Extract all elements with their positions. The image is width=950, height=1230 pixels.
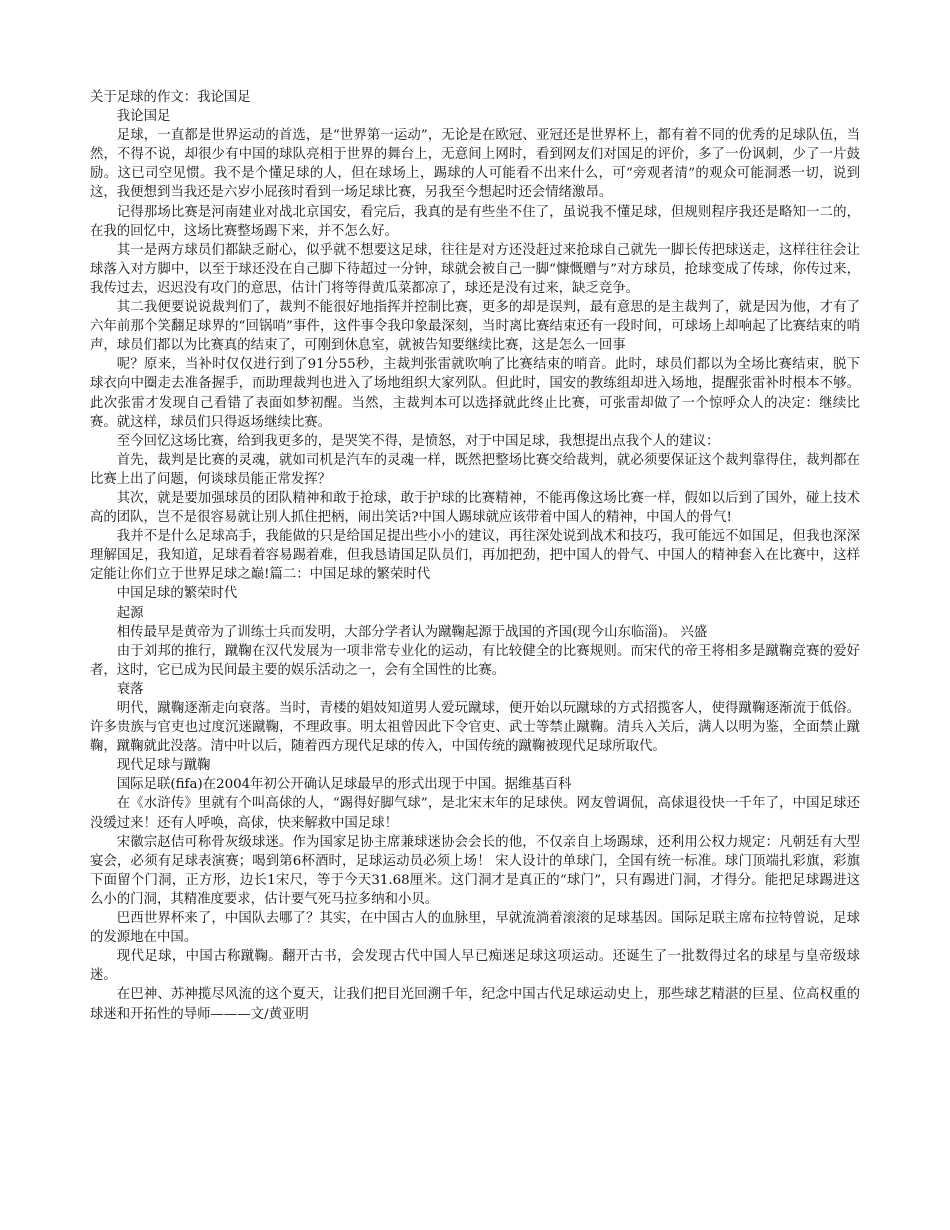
section-heading: 我论国足 xyxy=(116,109,171,125)
paragraph: 其二我便要说说裁判们了，裁判不能很好地指挥并控制比赛，更多的却是误判，最有意思的是主裁判了，就是因为他，才有了六年前那个笑翻足球界的“回锅哨”事件，这件事令我印象最深刻，当时离比赛结束还有一段时间，可球场上却响起了比赛结束的哨声，球员们都以为比赛真的结束了，可刚到休息室，就被告知要继续比赛，这是怎么一回事 xyxy=(90,300,860,354)
paragraph: 明代，蹴鞠逐渐走向衰落。当时，青楼的娼妓知道男人爱玩蹴球，便开始以玩蹴球的方式招揽客人，使得蹴鞠逐渐流于低俗。许多贵族与官吏也过度沉迷蹴鞠，不理政事。明太祖曾因此下令官吏、武士等禁止蹴鞠。清兵入关后，满人以明为鉴，全面禁止蹴鞠，蹴鞠就此没落。清中叶以后，随着西方现代足球的传入，中国传统的蹴鞠被现代足球所取代。 xyxy=(90,701,860,755)
paragraph: 其次，就是要加强球员的团队精神和敢于抢球，敢于护球的比赛精神，不能再像这场比赛一样，假如以后到了国外，碰上技术高的团队，岂不是很容易就让别人抓住把柄，闹出笑话?中国人踢球就应该带着中国人的精神，中国人的骨气! xyxy=(90,490,860,526)
section-heading: 起源 xyxy=(116,605,144,621)
paragraph: 其一是两方球员们都缺乏耐心，似乎就不想要这足球，往往是对方还没赶过来抢球自己就先一脚长传把球送走，这样往往会让球落入对方脚中，以至于球还没在自己脚下待超过一分钟，球就会被自己一脚“慷慨赠与”对方球员，抢球变成了传球，你传过来，我传过去，迟迟没有攻门的意思，估计门将等得黄瓜菜都凉了，球还是没有过来，缺乏竞争。 xyxy=(90,242,860,296)
paragraph: 记得那场比赛是河南建业对战北京国安，看完后，我真的是有些坐不住了，虽说我不懂足球，但规则程序我还是略知一二的，在我的回忆中，这场比赛整场踢下来，并不怎么好。 xyxy=(90,204,860,239)
paragraph: 相传最早是黄帝为了训练士兵而发明，大部分学者认为蹴鞠起源于战国的齐国(现今山东临淄)。 兴盛 xyxy=(116,624,708,640)
section-heading: 衰落 xyxy=(116,681,144,697)
document-body xyxy=(90,88,860,1024)
section-heading: 中国足球的繁荣时代 xyxy=(116,586,238,602)
paragraph: 宋徽宗赵佶可称骨灰级球迷。作为国家足协主席兼球迷协会会长的他，不仅亲自上场踢球，还利用公权力规定：凡朝廷有大型宴会，必须有足球表演赛；喝到第6杯酒时，足球运动员必须上场！ 宋人设计的单球门，全国有统一标准。球门顶端扎彩旗，彩旗下面留个门洞，正方形，边长1宋尺，等于今天31.68厘米。这门洞才是真正的“球门”，只有踢进门洞，才得分。能把足球踢进这么小的门洞，其精准度要求，估计要气死马拉多纳和小贝。 xyxy=(90,834,860,907)
paragraph: 在《水浒传》里就有个叫高俅的人，“踢得好脚气球”，是北宋末年的足球侠。网友曾调侃，高俅退役快一千年了，中国足球还没缓过来！还有人呼唤，高俅，快来解救中国足球！ xyxy=(90,796,860,831)
paragraph: 足球，一直都是世界运动的首选，是“世界第一运动”，无论是在欧冠、亚冠还是世界杯上，都有着不同的优秀的足球队伍，当然，不得不说，却很少有中国的球队亮相于世界的舞台上，无意间上网时，看到网友们对国足的评价，多了一份讽刺，少了一片鼓励。这已司空见惯。我不是个懂足球的人，但在球场上，踢球的人可能看不出来什么，可“旁观者清”的观众可能洞悉一切，说到这，我便想到当我还是六岁小屁孩时看到一场足球比赛，另我至今想起时还会情绪激昂。 xyxy=(90,128,860,201)
paragraph: 首先，裁判是比赛的灵魂，就如司机是汽车的灵魂一样，既然把整场比赛交给裁判，就必须要保证这个裁判靠得住，裁判都在比赛上出了问题，何谈球员能正常发挥？ xyxy=(90,452,860,487)
paragraph-list xyxy=(90,107,860,1024)
paragraph: 巴西世界杯来了，中国队去哪了？其实，在中国古人的血脉里，早就流淌着滚滚的足球基因。国际足联主席布拉特曾说，足球的发源地在中国。 xyxy=(90,911,860,946)
paragraph: 国际足联(fifa)在2004年初公开确认足球最早的形式出现于中国。据维基百科 xyxy=(116,777,572,793)
section-heading: 现代足球与蹴鞠 xyxy=(116,758,211,774)
document-title: 关于足球的作文：我论国足 xyxy=(90,90,251,105)
paragraph: 我并不是什么足球高手，我能做的只是给国足提出些小小的建议，再往深处说到战术和技巧，我可能远不如国足，但我也深深理解国足，我知道，足球看着容易踢着难，但我恳请国足队员们，再加把劲，把中国人的骨气、中国人的精神套入在比赛中，这样定能让你们立于世界足球之巅!篇二：中国足球的繁荣时代 xyxy=(90,529,860,583)
paragraph: 现代足球，中国古称蹴鞠。翻开古书，会发现古代中国人早已痴迷足球这项运动。还诞生了一批数得过名的球星与皇帝级球迷。 xyxy=(90,949,860,984)
paragraph: 至今回忆这场比赛，给到我更多的，是哭笑不得，是愤怒，对于中国足球，我想提出点我个人的建议： xyxy=(116,433,720,449)
paragraph: 由于刘邦的推行，蹴鞠在汉代发展为一项非常专业化的运动，有比较健全的比赛规则。而宋代的帝王将相多是蹴鞠竞赛的爱好者，这时，它已成为民间最主要的娱乐活动之一，会有全国性的比赛。 xyxy=(90,643,860,678)
paragraph: 在巴神、苏神揽尽风流的这个夏天，让我们把目光回溯千年，纪念中国古代足球运动史上，那些球艺精湛的巨星、位高权重的球迷和开拓性的导师———文/黄亚明 xyxy=(90,987,860,1022)
paragraph: 呢？原来，当补时仅仅进行到了91分55秒，主裁判张雷就吹响了比赛结束的哨音。此时，球员们都以为全场比赛结束，脱下球衣向中圈走去准备握手，而助理裁判也进入了场地组织大家列队。但此时，国安的教练组却进入场地，提醒张雷补时根本不够。此次张雷才发现自己看错了表面如梦初醒。当然，主裁判本可以选择就此终止比赛，可张雷却做了一个惊呼众人的决定：继续比赛。就这样，球员们只得返场继续比赛。 xyxy=(90,357,860,430)
